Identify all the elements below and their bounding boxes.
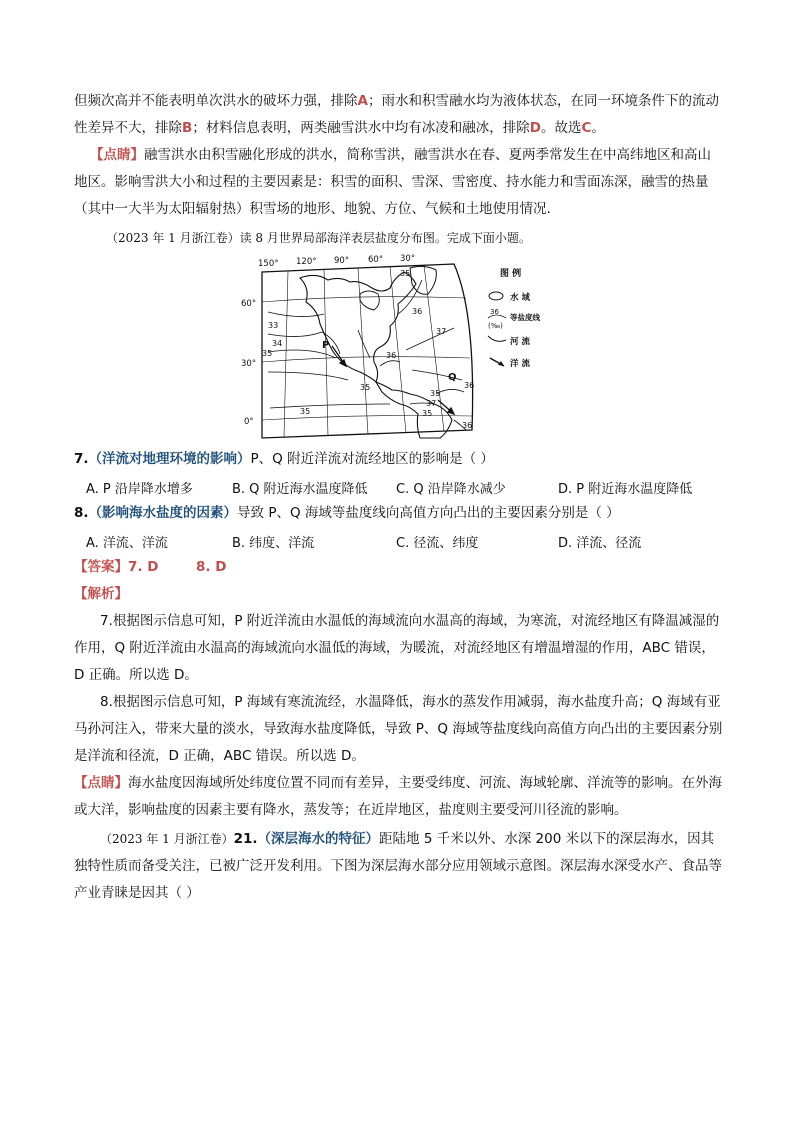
- isohaline-label: 35: [300, 407, 311, 416]
- lat-label: 60°: [241, 299, 257, 309]
- isohaline-label: 36: [462, 421, 473, 430]
- isohaline-label: 37: [426, 399, 437, 408]
- isohaline-label: 35: [360, 383, 371, 392]
- isohaline-label: 33: [268, 321, 279, 330]
- tip-paragraph-1: [74, 142, 724, 223]
- salinity-map: [240, 254, 550, 444]
- intro-text: ；材料信息表明，两类融雪洪水中均有冰凌和融冰，排除: [192, 120, 530, 136]
- question-source: （2023 年 1 月浙江卷）: [100, 832, 234, 846]
- answer-text: 7. D 8. D: [128, 559, 227, 575]
- option-c[interactable]: C. 径流、纬度: [396, 536, 479, 551]
- option-ref: D: [529, 120, 542, 136]
- river: [358, 330, 370, 358]
- question-number: 21.: [233, 831, 258, 847]
- lat-label: 30°: [241, 359, 257, 369]
- question-tag: （深层海水的特征）: [257, 831, 380, 847]
- q8-options: [86, 532, 736, 552]
- option-d[interactable]: D. P 附近海水温度降低: [558, 482, 693, 497]
- water-body-icon: [489, 292, 503, 300]
- tip-text: 海水盐度因海域所处纬度位置不同而有差异，主要受纬度、河流、海域轮廓、洋流等的影响。在外海或大洋，影响盐度的因素主要有降水，蒸发等；在近岸地区，盐度则主要受河川径流的影响。: [74, 775, 722, 818]
- legend-item: 河 流: [510, 337, 530, 347]
- source-text: （2023 年 1 月浙江卷）读 8 月世界局部海洋表层盐度分布图。完成下面小题。: [106, 231, 531, 245]
- isohaline-label: 35: [262, 349, 273, 358]
- tip-paragraph-2: [74, 770, 724, 824]
- answer-label: 【答案】: [74, 559, 128, 575]
- legend-item: 等盐度线: [510, 313, 540, 322]
- point-p-label: P: [322, 340, 330, 351]
- option-ref: A: [357, 93, 368, 109]
- tip-text: 融雪洪水由积雪融化形成的洪水，简称雪洪，融雪洪水在春、夏两季常发生在中高纬地区和高山地区。影响雪洪大小和过程的主要因素是：积雪的面积、雪深、雪密度、持水能力和雪面冻深，融雪的热量（其中一大半为太阳辐射热）积雪场的地形、地貌、方位、气候和土地使用情况.: [74, 147, 711, 217]
- lon-label: 120°: [296, 257, 317, 267]
- lon-label: 90°: [334, 256, 350, 266]
- tip-label: 【点睛】: [90, 147, 144, 163]
- lon-label: 30°: [400, 254, 416, 264]
- analysis-heading: [74, 581, 724, 608]
- north-america-coast: [300, 272, 416, 382]
- option-a[interactable]: A. 洋流、洋流: [86, 536, 168, 551]
- option-ref: C: [581, 120, 592, 136]
- legend-title: 图 例: [500, 269, 522, 279]
- option-d[interactable]: D. 洋流、径流: [558, 536, 642, 551]
- intro-text: ；雨水和积雪融水均为液体状态，在同一环境条件下的流: [367, 93, 706, 109]
- intro-text: 动性差异不大，排除: [74, 93, 719, 136]
- legend-item: 洋 流: [510, 359, 530, 369]
- isohaline-label: 35: [422, 409, 433, 418]
- question-21: [74, 826, 724, 907]
- isohaline-label: 35: [430, 389, 441, 398]
- isohaline-sample: 36: [490, 308, 499, 316]
- legend-item: 水 域: [510, 293, 530, 303]
- isohalines: [268, 280, 466, 430]
- option-b[interactable]: B. Q 附近海水温度降低: [232, 482, 368, 497]
- river-icon: [488, 336, 506, 341]
- isohaline-label: 35: [400, 269, 411, 278]
- question-number: 7.: [74, 451, 89, 467]
- point-q-label: Q: [448, 372, 457, 383]
- isohaline-label: 36: [412, 307, 423, 316]
- question-stem: P、Q 附近洋流对流经地区的影响是（ ）: [250, 451, 494, 467]
- isohaline-label: 37: [436, 327, 447, 336]
- question-stem: 导致 P、Q 海域等盐度线向高值方向凸出的主要因素分别是（ ）: [237, 505, 620, 521]
- question-stem: 距陆地 5 千米以外、水深 200 米以下的深层海水，因其独特性质而备受关注，已被广泛开发利用。下图为深层海水部分应用领域示意图。深层海水深受水产、食品等产业青睐是因其（ ）: [74, 831, 722, 901]
- q7-options: [86, 478, 736, 498]
- option-c[interactable]: C. Q 沿岸降水减少: [396, 482, 506, 497]
- isohaline-label: 36: [386, 351, 397, 360]
- map-legend: [488, 267, 540, 369]
- isohaline-label: 34: [272, 339, 283, 348]
- analysis-label: 【解析】: [74, 586, 128, 602]
- question-7: [74, 446, 724, 473]
- question-8: [74, 500, 724, 527]
- question-number: 8.: [74, 505, 89, 521]
- question-tag: （影响海水盐度的因素）: [88, 505, 238, 521]
- hudson-bay: [360, 291, 379, 310]
- map-frame: [262, 264, 473, 438]
- question-tag: （洋流对地理环境的影响）: [88, 451, 251, 467]
- explanation-8: [74, 689, 724, 770]
- explanation-7: [74, 608, 724, 689]
- intro-paragraph: [74, 88, 724, 142]
- isohaline-label: 36: [464, 381, 475, 390]
- intro-text: 。: [591, 120, 605, 136]
- answer-line: [74, 554, 724, 581]
- option-a[interactable]: A. P 沿岸降水增多: [86, 482, 193, 497]
- intro-text: 。故选: [541, 120, 582, 136]
- lon-label: 150°: [258, 259, 279, 269]
- south-america-coast: [376, 382, 452, 438]
- legend-unit: (‰): [488, 322, 503, 330]
- intro-text: 但频次高并不能表明单次洪水的破坏力强，排除: [74, 93, 358, 109]
- question-source: [74, 226, 724, 250]
- option-ref: B: [182, 120, 193, 136]
- explanation-text: 8.根据图示信息可知，P 海域有寒流流经，水温降低，海水的蒸发作用减弱，海水盐度升高；Q 海域有亚马孙河注入，带来大量的淡水，导致海水盐度降低，导致 P、Q 海域等盐度线向高值方向凸出的主要因素分别是洋流和径流，D 正确，ABC 错误。所以选 D。: [74, 694, 723, 764]
- tip-label: 【点睛】: [74, 775, 128, 791]
- option-b[interactable]: B. 纬度、洋流: [232, 536, 315, 551]
- explanation-text: 7.根据图示信息可知，P 附近洋流由水温低的海域流向水温高的海域，为寒流，对流经地区有降温减湿的作用，Q 附近洋流由水温高的海域流向水温低的海域，为暖流，对流经地区有增温增湿的作用，ABC 错误，D 正确。所以选 D。: [74, 613, 720, 683]
- lon-label: 60°: [368, 255, 384, 265]
- lat-label: 0°: [244, 417, 254, 427]
